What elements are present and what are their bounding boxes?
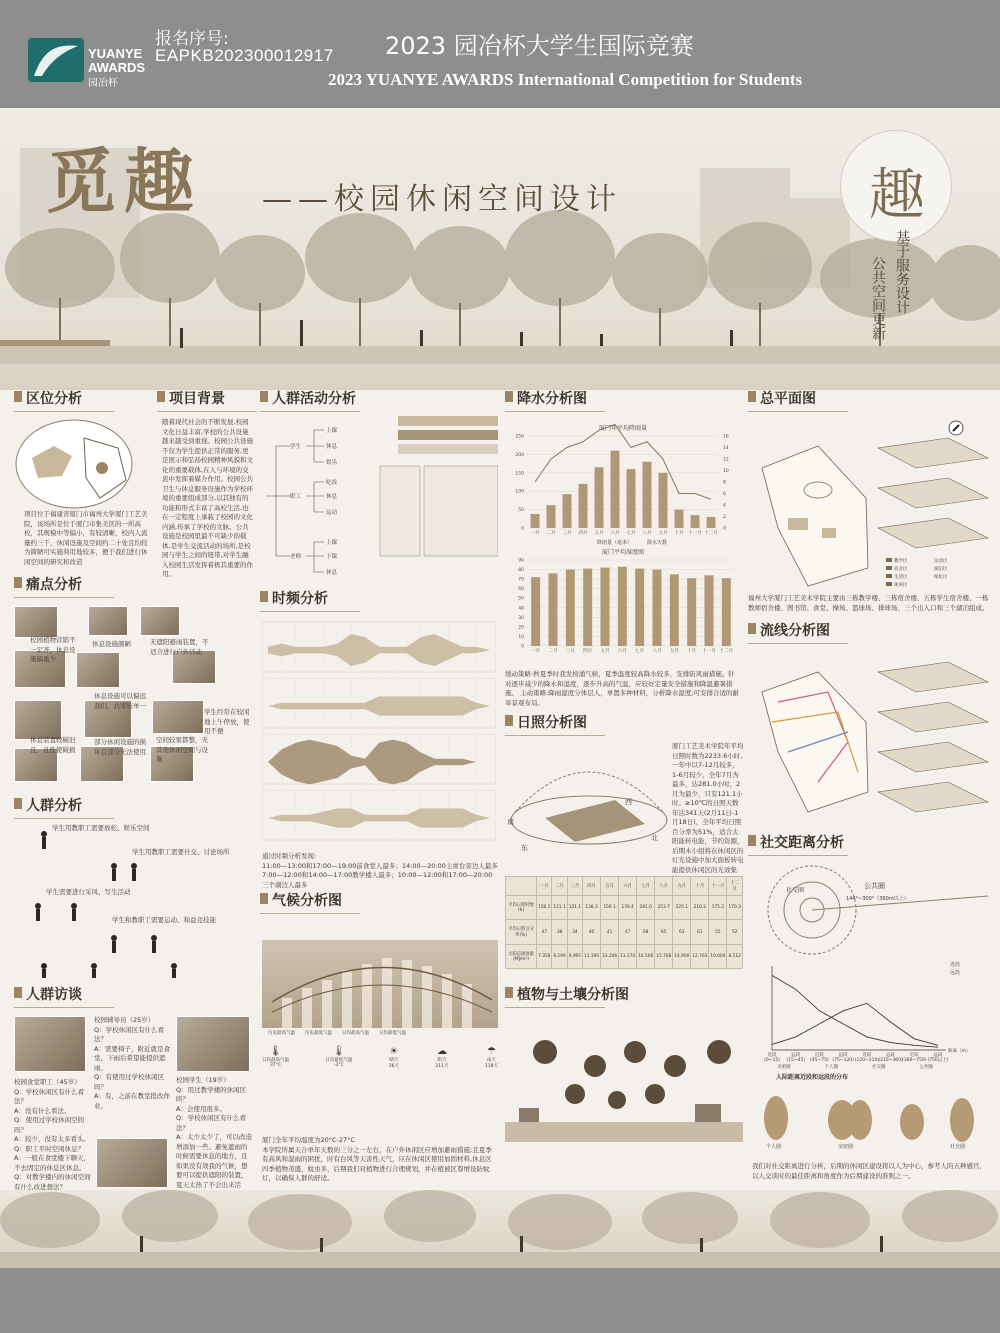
rain-y2tick: 16: [723, 434, 729, 440]
footer-trees: [0, 1190, 1000, 1270]
soc-xtick-sub: (0~15): [764, 1058, 780, 1063]
sun-table-cell: 253.7: [655, 896, 673, 920]
section-title-pain-points: 痛点分析: [14, 574, 82, 594]
rainfall-legend-line: 降水天数: [647, 540, 668, 546]
rain-ytick: 250: [515, 434, 524, 440]
interview-counselor: 校园辅导员（25岁） Q：学校休闲区有什么看法？ A：需要椅子，附近就是食堂，下雨后希望能提供遮雨。 Q：有使用过学校休闲区吗？ A：有，之前在教室批改作业。: [94, 1016, 170, 1110]
weather-label: 阴天: [437, 1058, 447, 1063]
section-title-plants-soil: 植物与土壤分析图: [505, 984, 629, 1004]
sun-table-cell: 63: [673, 920, 691, 945]
hum-ytick: 0: [521, 644, 524, 650]
crowd-need-1: 学生用教职工需要放松、娱乐空间: [52, 824, 150, 832]
hum-xtick: 七月: [635, 649, 645, 654]
sun-table-cell: 11.390: [583, 945, 601, 969]
pain-label: 休息装置较破旧且，且性使破损: [30, 736, 76, 754]
site-plan-diagram: [748, 418, 992, 592]
soc-xtick-sub: (750以上): [927, 1058, 949, 1063]
sunlight-table: [505, 876, 743, 969]
hum-xtick: 十二月: [719, 649, 734, 654]
soc-xtick: 近段: [814, 1053, 824, 1058]
tree-leaf: 休息: [326, 494, 338, 500]
rain-y2tick: 6: [723, 492, 726, 497]
map-legend-item: 教学区: [894, 559, 908, 564]
sun-table-cell: 太阳总辐射量(MJ/m²): [506, 945, 537, 969]
logo-text-cn: 园冶杯: [88, 78, 118, 89]
sun-table-cell: 55: [709, 920, 727, 945]
sun-table-cell: 16.506: [637, 945, 655, 969]
rain-y2tick: 14: [723, 446, 729, 451]
sun-table-header: [506, 877, 537, 896]
rain-ytick: 200: [515, 452, 524, 458]
rainfall-description: 缓动策略:秋夏季时我发按涌气候，夏季温度较高降水较多，安排防风雨措施。针对逐步减少的降水和湿度，逐步升高的气温，应较好定量安全措施和降温避暑措施。 主动策略:降雨湿度分体层人，单置多种材料，分析降水湿度;可安排合适的耐旱景观布局。: [505, 670, 739, 707]
rainfall-legend-bar: 降雨量（毫米）: [597, 540, 633, 546]
weather-value: 36天: [388, 1064, 400, 1069]
sun-table-header: 六月: [619, 877, 637, 896]
tree-leaf: 下课: [326, 554, 338, 560]
weather-stat-item: [262, 1046, 289, 1069]
rain-y2tick: 10: [723, 469, 729, 474]
section-title-interview: 人群访谈: [14, 984, 82, 1004]
sun-table-cell: 40: [583, 920, 601, 945]
sun-table-header: 十二月: [727, 877, 743, 896]
weather-label: 雨天: [486, 1058, 496, 1063]
map-legend-item: 宿舍区: [894, 567, 908, 572]
sunlight-diagram: [505, 742, 670, 860]
sun-table-cell: 175.2: [709, 896, 727, 920]
hum-bar: [531, 577, 540, 646]
soc-group-label: 亲密圈: [777, 1065, 791, 1070]
location-description: 项目位于福建省厦门市福州大学厦门工艺美院，该场所是位于厦门市集美区的一所高校，其规模中等偏小，有较清晰，校内人流量约三千，休闲设施及空间约二十处且均较为简陋可实施利用地较多，便于我们进行休闲空间的研究和改造: [24, 510, 148, 566]
hum-xtick: 四月: [583, 649, 593, 654]
social-silhouettes: [752, 1090, 992, 1152]
sun-table-cell: 7.358: [537, 945, 552, 969]
hum-ytick: 50: [518, 596, 524, 602]
social-legend-far: 远段: [950, 970, 961, 976]
rain-bar: [707, 517, 716, 528]
sun-table-cell: 12.703: [691, 945, 709, 969]
soc-xtick-sub: (15~45): [786, 1058, 806, 1063]
climate-legend-item: 历史最低气温: [305, 1031, 332, 1036]
sun-dir-south: 南: [507, 818, 514, 826]
section-title-sunlight: 日照分析图: [505, 712, 587, 732]
sun-table-header: 五月: [601, 877, 619, 896]
hero-banner: [0, 108, 1000, 390]
crowd-need-4: 学生和教职工需要运动、和益竞技能: [112, 916, 216, 924]
sun-table-cell: 121.1: [552, 896, 567, 920]
interview-student: 校园学生（19岁） Q：用过教学楼的休闲区吗？ A：会使用很多。 Q：学校休闲区有什么看法？ A：太少太少了，可以改造增添加一些。避免遮雨的时候需要休息的地方，且如果没有效我的气候，想要可以提供遮阳的装置，夏天太热了不会出来活: [176, 1076, 252, 1189]
climate-legend-item: 日均最高气温: [342, 1031, 369, 1036]
section-title-site-plan: 总平面图: [748, 388, 816, 408]
location-map: [14, 418, 139, 510]
tree-leaf: 上课: [326, 428, 338, 434]
competition-title-en: 2023 YUANYE AWARDS International Competition for Students: [328, 70, 803, 89]
sun-table-cell: 68: [637, 920, 655, 945]
soc-xtick-sub: (120~210): [854, 1058, 880, 1063]
pain-label: 休息设施颜陋: [92, 640, 131, 648]
section-title-climate: 气候分析图: [260, 890, 342, 910]
hum-xtick: 十一月: [702, 649, 716, 654]
rain-bar: [547, 505, 556, 528]
weather-stat-item: [485, 1046, 498, 1069]
soc-xtick: 近段: [767, 1053, 777, 1058]
soc-xtick-sub: (210~360): [878, 1058, 903, 1063]
soc-xtick: 远段: [933, 1053, 943, 1058]
humidity-chart: [505, 546, 741, 658]
rain-bar: [595, 467, 604, 528]
yuanye-logo: [28, 38, 84, 82]
weather-label: 日均最低气温: [325, 1058, 353, 1063]
pain-photo: [88, 606, 128, 636]
tree-node-student: 学生: [290, 444, 302, 450]
poster-title: 觅趣: [46, 140, 202, 223]
section-title-crowd-activity: 人群活动分析: [260, 388, 356, 408]
rain-xtick: 二月: [546, 531, 556, 536]
sun-table-row: [506, 920, 743, 945]
rainfall-chart-title: 厦门年平均降雨量: [598, 425, 648, 432]
tree-leaf: 运动: [326, 510, 338, 516]
sun-table-cell: 8.199: [552, 945, 567, 969]
soc-xtick-sub: (45~75): [810, 1058, 829, 1063]
tf-density-shape: [268, 696, 490, 715]
climate-legend: [268, 1030, 498, 1036]
humidity-chart-title: 厦门平均湿度图: [601, 549, 645, 556]
sun-table-header: 十月: [691, 877, 709, 896]
sun-table-cell: 34: [567, 920, 582, 945]
rain-bar: [563, 494, 572, 528]
seal-circle: [840, 130, 952, 242]
seal-caption-2: 公共空间更新: [870, 256, 886, 340]
hum-bar: [722, 578, 731, 646]
rain-days-line: [535, 425, 711, 500]
hum-bar: [618, 567, 627, 646]
silhouette-label: 个人圈: [766, 1144, 782, 1150]
rain-y2tick: 0: [723, 526, 726, 532]
sun-table-cell: 138.3: [583, 896, 601, 920]
sun-table-header: 一月: [537, 877, 552, 896]
social-legend-near: 近段: [950, 962, 961, 968]
sun-table-cell: 平均日照百分率(%): [506, 920, 537, 945]
crowd-need-3: 学生需要进行采风、写生活动: [46, 888, 131, 896]
social-description: 我们对社交距离进行分析，后期的休闲区建设将以人为中心，参考人的五种感官，以人交谈时的最佳距离和角度作为后期建设的准则之一。: [752, 1162, 986, 1180]
soc-series-line: [772, 1003, 938, 1045]
social-circle-label: 社交圈: [786, 887, 805, 894]
pain-label: 部分休闲设施的损坏且部分无法使用: [94, 738, 146, 756]
sun-dir-west: 西: [625, 798, 632, 806]
soc-group-label: 个人圈: [824, 1065, 839, 1070]
rain-xtick: 三月: [562, 531, 572, 536]
sun-table-cell: 225.1: [673, 896, 691, 920]
hum-bar: [566, 570, 575, 646]
sun-table-cell: 156.1: [537, 896, 552, 920]
tree-node-staff: 职工: [290, 494, 302, 500]
rain-bar: [579, 484, 588, 528]
pain-photo: [14, 700, 62, 740]
sun-table-cell: 10.004: [709, 945, 727, 969]
hum-xtick: 一月: [531, 649, 541, 654]
climate-legend-item: 日均最低气温: [379, 1031, 406, 1036]
map-legend-item: 生活区: [894, 575, 908, 580]
soc-group-label: 公共圈: [919, 1065, 933, 1070]
header-band: [0, 0, 1000, 108]
pain-label: 无遮阳避雨装置，不适合进行户外活动: [150, 638, 209, 656]
sunlight-description: 厦门工艺美术学院年平均日照时数为2233.6小时,一年中以7-12月较多，1-6月较少，全年7月为最多，达281.0小时，2月为最少，只有121.1小时。≥10℃的日照天数年达341天(2月11日-1月18日)，全年平均日照百分率为51%，适合太阳能转电能，节约资源，后期木小组将在休闲区的灯光设施中加大面板转电能提供休闲区的光效集: [672, 742, 744, 874]
interview-photo: [176, 1016, 250, 1072]
public-degree-label: 144°~300°（360m以上）: [846, 896, 909, 902]
hum-bar: [652, 570, 661, 646]
soc-xtick: 近段: [909, 1053, 919, 1058]
tree-leaf: 休息: [326, 444, 338, 450]
sun-table-cell: 178.4: [619, 896, 637, 920]
soc-xlabel: 距离（m）: [948, 1049, 971, 1054]
time-frequency-chart: [262, 618, 496, 852]
rain-ytick: 0: [521, 526, 524, 532]
logo-text-awards: AWARDS: [88, 60, 146, 75]
silhouette-label: 社交圈: [950, 1144, 966, 1150]
tree-node-teacher: 老师: [290, 554, 302, 560]
map-legend-item: 休闲区: [894, 583, 908, 588]
footer-bar: [0, 1268, 1000, 1333]
registration-label: 报名序号:: [155, 29, 229, 49]
soc-xtick: 近段: [862, 1053, 872, 1058]
sun-icon: ☀: [389, 1046, 399, 1057]
logo-text-yuanye: YUANYE: [88, 46, 143, 61]
rain-bar: [659, 473, 668, 528]
section-title-background: 项目背景: [157, 388, 225, 408]
sun-table-row: [506, 896, 743, 920]
rain-xtick: 八月: [642, 531, 652, 536]
seal-caption-1: 基于服务设计: [894, 230, 910, 314]
rain-xtick: 十二月: [704, 531, 718, 536]
sun-dir-north: 北: [651, 834, 658, 842]
flow-diagram: [748, 652, 992, 822]
sun-table-cell: 8.512: [727, 945, 743, 969]
tree-leaf: 上课: [326, 540, 338, 546]
hum-xtick: 三月: [565, 649, 575, 654]
seal-character: 趣: [869, 163, 925, 228]
weather-stat-item: [389, 1046, 399, 1069]
hum-ytick: 90: [518, 558, 524, 564]
background-description: 随着现代社会的不断发展,校园文化日益丰富,学校的公共设施越来越受到重视。校园公共设施不仅为学生提供正常的服务,更是展示和弘扬校园精神风貌和文化的重要载体,在人与环境的交流中发挥着媒介作用。校园公共卫生与休息服务设施作为学校环境的重要组成部分,以其独有的功能和形式丰富了高校生活,也在一定程度上承载了校园的文化内涵,传承了学校的文脉。公共设施是校园里最不可缺少的载体,是学生交流活动的场所,是校园与学生之间的纽带,对学生融入校园生活发挥着极其重要的作用。: [162, 418, 253, 578]
tree-leaf: 吃饭: [326, 480, 338, 486]
weather-stats: [262, 1046, 498, 1069]
hum-bar: [583, 569, 592, 646]
soc-group-label: 社交圈: [871, 1065, 886, 1070]
tree-leaf: 休息: [326, 570, 338, 576]
hum-xtick: 五月: [600, 649, 610, 654]
pain-photo: [76, 652, 120, 688]
sun-table-header: 四月: [583, 877, 601, 896]
soc-xtick-sub: (360~750): [902, 1058, 927, 1063]
sun-table-cell: 121.1: [567, 896, 582, 920]
pain-photo: [140, 606, 180, 636]
section-title-rainfall: 降水分析图: [505, 388, 587, 408]
interview-canteen-staff: 校园食堂职工（45岁） Q：学校休闲区有什么看法？ A：没有什么看法。 Q：使用过学校休闲空间吗？ A：较少，没有太多看头。 Q：职工平时空闲休息？ A：一般在食堂楼下聊天，不去固定的休息区休息。 Q：对教学楼内的休闲空间有什么改进想法？: [14, 1078, 91, 1191]
pain-photo: [14, 606, 58, 638]
sun-table-cell: 210.2: [691, 896, 709, 920]
sun-table-cell: 65: [655, 920, 673, 945]
sun-table-cell: 170.3: [727, 896, 743, 920]
hum-bar: [704, 575, 713, 646]
rain-y2tick: 8: [723, 480, 726, 486]
map-legend-item: 运动区: [934, 559, 948, 564]
activity-tree-diagram: [260, 416, 498, 580]
sun-table-row: [506, 945, 743, 969]
hum-ytick: 40: [518, 606, 524, 612]
hum-xtick: 二月: [548, 649, 558, 654]
soc-xtick-sub: (75~120): [832, 1058, 854, 1063]
site-plan-description: 福州大学厦门工艺美术学院主要由三栋教学楼、三栋宿舍楼、五栋学生宿舍楼、一栋教师宿舍楼、图书馆、食堂、操场、篮球场、排球场、三个出入口和三个湖泊组成。: [748, 594, 989, 612]
social-distance-chart: [752, 958, 992, 1082]
weather-stat-item: [435, 1046, 448, 1069]
rain-bar: [675, 510, 684, 528]
pain-label: 空间较果都整，无其他休闲空间与设施: [156, 736, 208, 763]
sun-table-cell: 156.1: [601, 896, 619, 920]
pain-photo: [152, 700, 204, 734]
weather-label: 晴天: [389, 1058, 399, 1063]
time-frequency-description: 通过时频分析发现: 11:00—13:00和17:00—19:00前食堂人最多；14:00—20:00主席台旁边人最多 7:00—12:00和14:00—17:00教学楼人最多；10:00—12:00和17:00—20:00三个湖边人最多: [262, 852, 498, 889]
hum-ytick: 30: [518, 615, 524, 621]
weather-value: 211天: [435, 1064, 449, 1069]
map-legend-item: 绿化区: [934, 575, 948, 580]
rain-bar: [643, 462, 652, 528]
map-legend-item: 湖泊区: [934, 567, 948, 572]
interview-photo: [14, 1016, 86, 1072]
rain-xtick: 七月: [626, 531, 636, 536]
sun-table-header: 十一月: [709, 877, 727, 896]
thermometer-icon: 🌡: [269, 1046, 282, 1057]
hum-ytick: 60: [518, 587, 524, 593]
hum-xtick: 六月: [617, 649, 627, 654]
sun-dir-east: 东: [521, 844, 528, 852]
hum-xtick: 八月: [652, 649, 662, 654]
crowd-need-2: 学生用教职工需要社交、讨论场所: [132, 848, 230, 856]
cloud-icon: ☁: [436, 1046, 447, 1057]
hum-xtick: 九月: [669, 649, 679, 654]
rain-y2tick: 4: [723, 503, 726, 509]
social-chart-title: 人际距离近段和远段的分布: [776, 1074, 849, 1081]
sun-table-cell: 61: [691, 920, 709, 945]
sun-table-cell: 13.206: [601, 945, 619, 969]
soc-xtick: 远段: [791, 1053, 801, 1058]
sun-table-cell: 52: [727, 920, 743, 945]
rain-xtick: 一月: [530, 531, 540, 536]
thermometer-icon: 🌡: [332, 1046, 346, 1057]
sun-table-cell: 15.768: [655, 945, 673, 969]
rain-bar: [531, 514, 540, 528]
sun-table-cell: 47: [619, 920, 637, 945]
rain-ytick: 50: [518, 508, 524, 514]
rain-xtick: 六月: [610, 531, 620, 536]
hum-bar: [635, 569, 644, 646]
hum-bar: [687, 578, 696, 646]
rain-bar: [691, 515, 700, 528]
hum-bar: [548, 573, 557, 646]
sun-table-header: 八月: [655, 877, 673, 896]
sun-table-header: 三月: [567, 877, 582, 896]
rain-ytick: 150: [515, 471, 524, 477]
pain-label: 学生经常在较闲地上午停放，使用不便: [204, 708, 250, 735]
section-title-flow: 流线分析图: [748, 620, 830, 640]
rain-xtick: 九月: [658, 531, 668, 536]
hum-ytick: 80: [518, 568, 524, 574]
silhouette-label: 亲密圈: [838, 1144, 854, 1150]
interview-photo: [96, 1138, 168, 1188]
climate-description: 厦门全年平均温度为20°C-27°C 本学院所属天合单年天数的三分之一左右，在户外休闲区应增加避雨措施;且夏季有高风和湿雨的困扰，时有台风等天害性天气，应在休闲区使用加固材料,休息区四季植物茂盛，蚊虫多，后期我们对植物进行合理规划，并在植被区尊增设防蚊灯，以确保人群的舒适。: [262, 1136, 492, 1182]
hum-xtick: 十月: [687, 649, 697, 654]
rain-xtick: 五月: [594, 531, 604, 536]
rain-y2tick: 2: [723, 515, 726, 520]
section-title-crowd: 人群分析: [14, 795, 82, 815]
rain-xtick: 四月: [578, 531, 588, 536]
sun-table-header: 二月: [552, 877, 567, 896]
competition-title-cn: 2023 园冶杯大学生国际竞赛: [385, 32, 694, 60]
sun-table-cell: 41: [601, 920, 619, 945]
hum-ytick: 70: [518, 577, 524, 583]
sun-table-cell: 47: [537, 920, 552, 945]
tree-leaf: 娱乐: [326, 460, 338, 466]
rain-bar: [627, 469, 636, 528]
sun-table-cell: 9.995: [567, 945, 582, 969]
hum-bar: [600, 568, 609, 646]
rain-bar: [611, 451, 620, 528]
climate-chart: [262, 940, 498, 1028]
rain-xtick: 十一月: [688, 531, 702, 536]
section-title-social-distance: 社交距离分析: [748, 832, 844, 852]
sun-table-cell: 38: [552, 920, 567, 945]
footer-landscape: [0, 1190, 1000, 1270]
sun-table-cell: 281.0: [637, 896, 655, 920]
section-title-location: 区位分析: [14, 388, 82, 408]
rain-y2tick: 12: [723, 457, 729, 463]
soc-xtick: 远段: [838, 1053, 848, 1058]
rain-xtick: 十月: [674, 531, 684, 536]
hum-ytick: 10: [518, 634, 524, 640]
climate-legend-item: 历史最高气温: [268, 1031, 295, 1036]
weather-value: 118天: [484, 1064, 498, 1069]
public-circle-label: 公共圈: [864, 882, 885, 890]
sun-table-cell: 平均日照时数(h): [506, 896, 537, 920]
soc-xtick: 远段: [886, 1053, 896, 1058]
section-title-time-freq: 时频分析: [260, 588, 328, 608]
weather-value: 37°C: [269, 1063, 282, 1068]
rain-ytick: 100: [515, 489, 524, 495]
sun-table-header: 九月: [673, 877, 691, 896]
weather-value: -3°C: [333, 1063, 344, 1068]
weather-label: 日均最高气温: [262, 1058, 289, 1063]
pain-label: 休息设施可以偏远我们，共享较单一: [94, 692, 146, 710]
rainfall-chart: [505, 420, 741, 546]
plants-soil-diagram: [505, 1012, 743, 1142]
sun-table-cell: 11.274: [619, 945, 637, 969]
sun-table-cell: 14.900: [673, 945, 691, 969]
social-distance-diagram: [752, 862, 992, 957]
hum-ytick: 20: [518, 625, 524, 631]
pain-label: 校园植物营销不一定齐，休息设施偏重少: [30, 636, 76, 663]
weather-stat-item: [325, 1046, 352, 1069]
rain-icon: ☂: [486, 1046, 496, 1057]
poster-subtitle: ——校园休闲空间设计: [262, 182, 622, 217]
tf-density-shape: [268, 740, 490, 785]
sun-table-header: 七月: [637, 877, 655, 896]
hum-bar: [670, 574, 679, 646]
registration-number: EAPKB202300012917: [155, 46, 334, 65]
